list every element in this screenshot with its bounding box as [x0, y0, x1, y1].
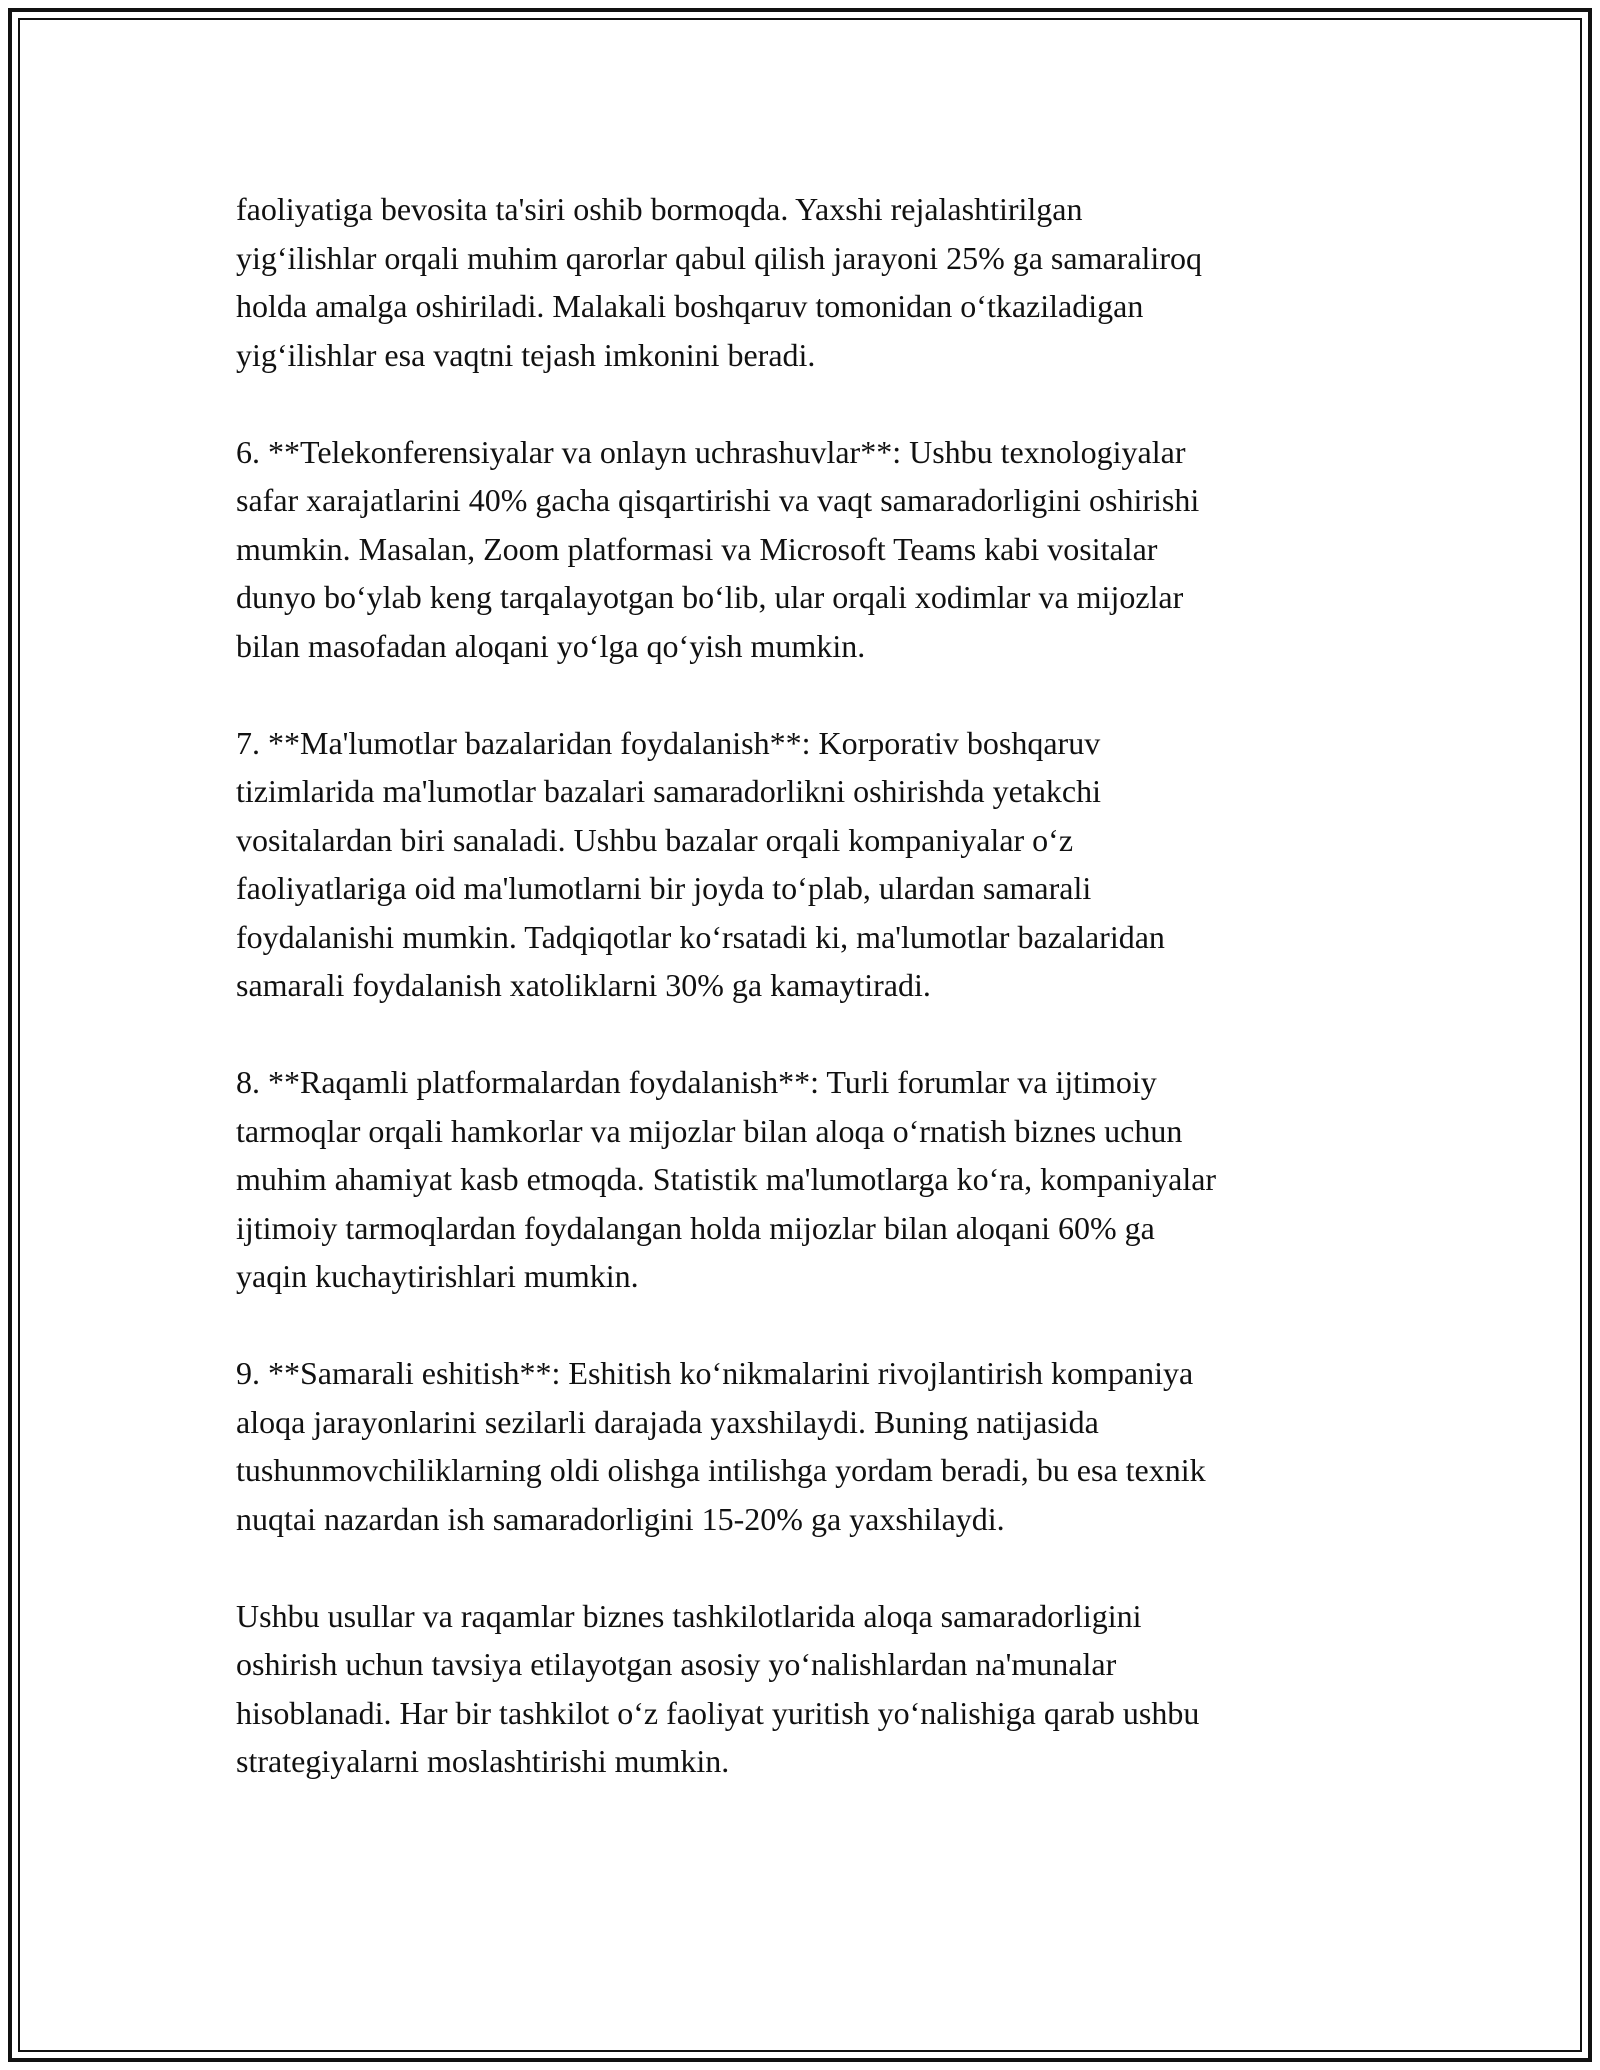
- text-line: tizimlarida ma'lumotlar bazalari samaradorlikni oshirishda yetakchi: [236, 773, 1102, 809]
- paragraph-item-9: [236, 1349, 1386, 1543]
- text-line: mumkin. Masalan, Zoom platformasi va Microsoft Teams kabi vositalar: [236, 530, 1158, 567]
- text-line: foydalanishi mumkin. Tadqiqotlar ko‘rsatadi ki, ma'lumotlar bazalaridan: [236, 918, 1165, 955]
- text-line: tarmoqlar orqali hamkorlar va mijozlar bilan aloqa o‘rnatish biznes uchun: [236, 1112, 1183, 1149]
- text-line: 6. **Telekonferensiyalar va onlayn uchrashuvlar**: Ushbu texnologiyalar: [236, 433, 1186, 470]
- text-line: Ushbu usullar va raqamlar biznes tashkilotlarida aloqa samaradorligini: [236, 1597, 1142, 1634]
- text-line: 7. **Ma'lumotlar bazalaridan foydalanish**: Korporativ boshqaruv: [236, 724, 1101, 761]
- text-line: yig‘ilishlar orqali muhim qarorlar qabul qilish jarayoni 25% ga samaraliroq: [236, 239, 1202, 276]
- text-line: samarali foydalanish xatoliklarni 30% ga kamaytiradi.: [236, 967, 931, 1003]
- paragraph-item-8: [236, 1058, 1386, 1301]
- text-line: yaqin kuchaytirishlari mumkin.: [236, 1258, 639, 1294]
- text-line: 9. **Samarali eshitish**: Eshitish ko‘nikmalarini rivojlantirish kompaniya: [236, 1355, 1194, 1391]
- text-line: bilan masofadan aloqani yo‘lga qo‘yish mumkin.: [236, 627, 866, 664]
- paragraph-intro-continuation: [236, 185, 1386, 379]
- text-line: muhim ahamiyat kasb etmoqda. Statistik ma'lumotlarga ko‘ra, kompaniyalar: [236, 1161, 1217, 1197]
- paragraph-item-6: [236, 428, 1386, 671]
- text-line: faoliyatlariga oid ma'lumotlarni bir joyda to‘plab, ulardan samarali: [236, 870, 1092, 906]
- text-line: faoliyatiga bevosita ta'siri oshib bormoqda. Yaxshi rejalashtirilgan: [236, 191, 1083, 227]
- text-line: aloqa jarayonlarini sezilarli darajada yaxshilaydi. Buning natijasida: [236, 1403, 1099, 1440]
- text-line: nuqtai nazardan ish samaradorligini 15-20% ga yaxshilaydi.: [236, 1500, 1005, 1537]
- text-line: dunyo bo‘ylab keng tarqalayotgan bo‘lib, ular orqali xodimlar va mijozlar: [236, 579, 1184, 615]
- text-line: 8. **Raqamli platformalardan foydalanish**: Turli forumlar va ijtimoiy: [236, 1064, 1157, 1100]
- paragraph-conclusion: [236, 1592, 1386, 1786]
- text-line: ijtimoiy tarmoqlardan foydalangan holda mijozlar bilan aloqani 60% ga: [236, 1209, 1155, 1246]
- document-body: [236, 185, 1386, 1834]
- paragraph-item-7: [236, 719, 1386, 1010]
- text-line: oshirish uchun tavsiya etilayotgan asosiy yo‘nalishlardan na'munalar: [236, 1646, 1117, 1682]
- text-line: hisoblanadi. Har bir tashkilot o‘z faoliyat yuritish yo‘nalishiga qarab ushbu: [236, 1694, 1200, 1731]
- text-line: tushunmovchiliklarning oldi olishga intilishga yordam beradi, bu esa texnik: [236, 1452, 1206, 1488]
- text-line: safar xarajatlarini 40% gacha qisqartirishi va vaqt samaradorligini oshirishi: [236, 482, 1200, 518]
- text-line: holda amalga oshiriladi. Malakali boshqaruv tomonidan o‘tkaziladigan: [236, 288, 1144, 324]
- text-line: vositalardan biri sanaladi. Ushbu bazalar orqali kompaniyalar o‘z: [236, 821, 1074, 858]
- text-line: strategiyalarni moslashtirishi mumkin.: [236, 1743, 730, 1779]
- text-line: yig‘ilishlar esa vaqtni tejash imkonini beradi.: [236, 336, 816, 373]
